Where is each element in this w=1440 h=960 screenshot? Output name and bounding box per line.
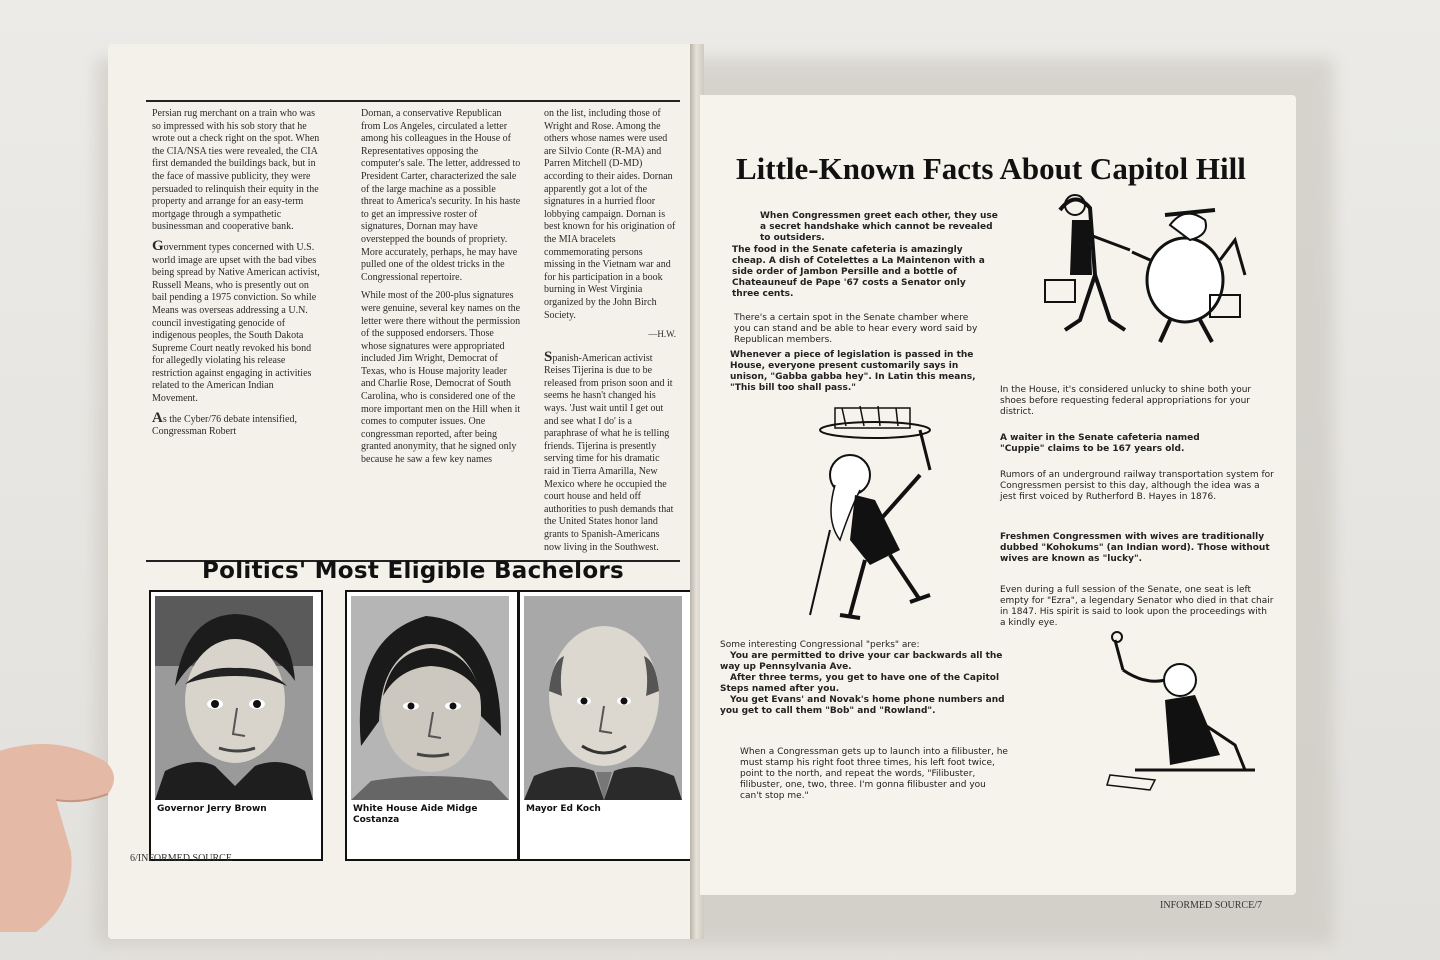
handshake-cartoon: [1020, 180, 1250, 350]
portrait-image: [524, 596, 682, 800]
paragraph-text: panish-American activist Reises Tijerina is due to be released from prison soon and it seems he hasn't changed his ways. 'Just wait until I get out and see what I do' is a paraphrase of what he is telling friends. Tijerina is presently serving time for his dramatic raid in Tierra Amarilla, New Mexico where he occupied the court house and held off authorities to push demands that the United States honor land grants to Spanish-Americans now living in the Southwest.: [544, 352, 674, 553]
photo-jerry-brown: [149, 590, 323, 861]
filibuster-cartoon: [1095, 625, 1275, 805]
paragraph: [544, 348, 676, 555]
drop-cap: G: [152, 237, 164, 254]
fact-cafeteria: The food in the Senate cafeteria is amazingly cheap. A dish of Cotelettes a La Maintenon with a side order of Jambon Persille and a bottle of Chateauneuf de Pape '67 costs a Senator only three cents.: [732, 245, 985, 299]
perks-intro: Some interesting Congressional "perks" are:: [720, 640, 920, 650]
paragraph: While most of the 200-plus signatures were genuine, several key names on the letter were there without the permission of the supposed endorsers. Those whose signatures were appropriated included Jim Wright, Democrat of Texas, who is House majority leader and Charlie Rose, Democrat of South Carolina, who is considered one of the more important men on the Hill when it comes to computer issues. One congressman reported, after being granted anonymity, that he signed only because he saw a few key names: [361, 290, 521, 466]
portrait-image: [155, 596, 313, 800]
capitol-hill-headline: Little-Known Facts About Capitol Hill: [736, 151, 1246, 186]
news-article: [146, 100, 680, 562]
photo-caption: Governor Jerry Brown: [157, 804, 267, 814]
perk-item: You are permitted to drive your car backwards all the way up Pennsylvania Ave.: [720, 651, 1003, 672]
bachelors-headline: Politics' Most Eligible Bachelors: [201, 558, 625, 584]
drop-cap: A: [152, 409, 163, 426]
fact-filibuster: When a Congressman gets up to launch into a filibuster, he must stamp his right foot three times, his left foot twice, point to the north, and repeat the words, "Filibuster, filibuster, one, two, three. I'm gonna filibuster and you can't stop me.": [740, 747, 1008, 801]
page-folio: INFORMED SOURCE/7: [1160, 900, 1262, 911]
article-column-3: [544, 108, 676, 560]
paragraph: [152, 409, 320, 439]
fact-cuppie: A waiter in the Senate cafeteria named "Cuppie" claims to be 167 years old.: [1000, 433, 1200, 454]
drop-cap: S: [544, 348, 553, 365]
photo-midge-costanza: [345, 590, 519, 861]
author-initials: —H.W.: [648, 329, 676, 340]
paragraph: Dornan, a conservative Republican from Los Angeles, circulated a letter among his colleagues in the House of Representatives opposing the computer's sale. The letter, addressed to President Carter, characterized the sale of the large machine as a possible threat to America's security. In his haste to get an impressive roster of signatures, Dornan may have overstepped the bounds of propriety. More accurately, perhaps, he may have pulled one of the oldest tricks in the Congressional repertoire.: [361, 108, 521, 283]
left-page: [108, 44, 694, 939]
waiter-cartoon: [780, 390, 980, 630]
photo-caption: White House Aide Midge Costanza: [353, 804, 478, 825]
fact-ezra: Even during a full session of the Senate, one seat is left empty for "Ezra", a legendary Senator who died in that chair in 1847. His spirit is said to look upon the proceedings with a kindly eye.: [1000, 585, 1274, 628]
fact-shoes: In the House, it's considered unlucky to shine both your shoes before requesting federal appropriations for your district.: [1000, 385, 1252, 417]
portrait-image: [351, 596, 509, 800]
perks-list: [720, 640, 1010, 717]
perk-item: You get Evans' and Novak's home phone numbers and you get to call them "Bob" and "Rowland".: [720, 695, 1005, 716]
paragraph: [152, 237, 320, 406]
photo-caption: Mayor Ed Koch: [526, 804, 601, 814]
right-page: [700, 95, 1296, 911]
fact-kohokums: Freshmen Congressmen with wives are traditionally dubbed "Kohokums" (an Indian word). Those without wives are known as "lucky".: [1000, 532, 1270, 564]
article-column-1: [152, 108, 320, 445]
paragraph-text: s the Cyber/76 debate intensified, Congressman Robert: [152, 413, 297, 438]
paragraph: on the list, including those of Wright and Rose. Among the others whose names were used are Silvio Conte (R-MA) and Parren Mitchell (D-MD) according to their aides. Dornan apparently got a lot of the signatures in a hurried floor lobbying campaign. Dornan is best known for his origination of the MIA bracelets commemorating persons missing in the Vietnam war and for his participation in a book burning in West Virginia organized by the John Birch Society.: [544, 108, 676, 321]
article-column-2: [361, 108, 521, 473]
fact-chamber: There's a certain spot in the Senate chamber where you can stand and be able to hear every word said by Republican members.: [734, 313, 978, 345]
hand-holding-magazine: [0, 732, 126, 932]
perk-item: After three terms, you get to have one of the Capitol Steps named after you.: [720, 673, 1000, 694]
fact-handshake: When Congressmen greet each other, they use a secret handshake which cannot be revealed to outsiders.: [760, 211, 998, 243]
fact-railway: Rumors of an underground railway transportation system for Congressmen persist to this day, although the idea was a jest first voiced by Rutherford B. Hayes in 1876.: [1000, 470, 1274, 502]
photo-ed-koch: [518, 590, 692, 861]
paragraph-text: overnment types concerned with U.S. world image are upset with the bad vibes being spread by Native American activist, Russell Means, who is presently out on bail pending a 1975 conviction. So while Means was overseas addressing a U.N. council investigating genocide of indigenous peoples, the South Dakota Supreme Court neatly revoked his bond for allegedly violating his release restriction against engaging in activities related to the American Indian Movement.: [152, 241, 320, 405]
paragraph: Persian rug merchant on a train who was so impressed with his sob story that he wrote out a check right on the spot. When the CIA/NSA ties were revealed, the CIA first demanded the buildings back, but in the face of massive publicity, they were persuaded to relinquish their equity in the property and arrange for an easy-term mortgage through a sympathetic businessman and cooperative bank.: [152, 108, 320, 233]
fact-gabba: Whenever a piece of legislation is passed in the House, everyone present customarily says in unison, "Gabba gabba hey". In Latin this means, "This bill too shall pass.": [730, 350, 976, 393]
page-folio: 6/INFORMED SOURCE: [130, 853, 232, 864]
